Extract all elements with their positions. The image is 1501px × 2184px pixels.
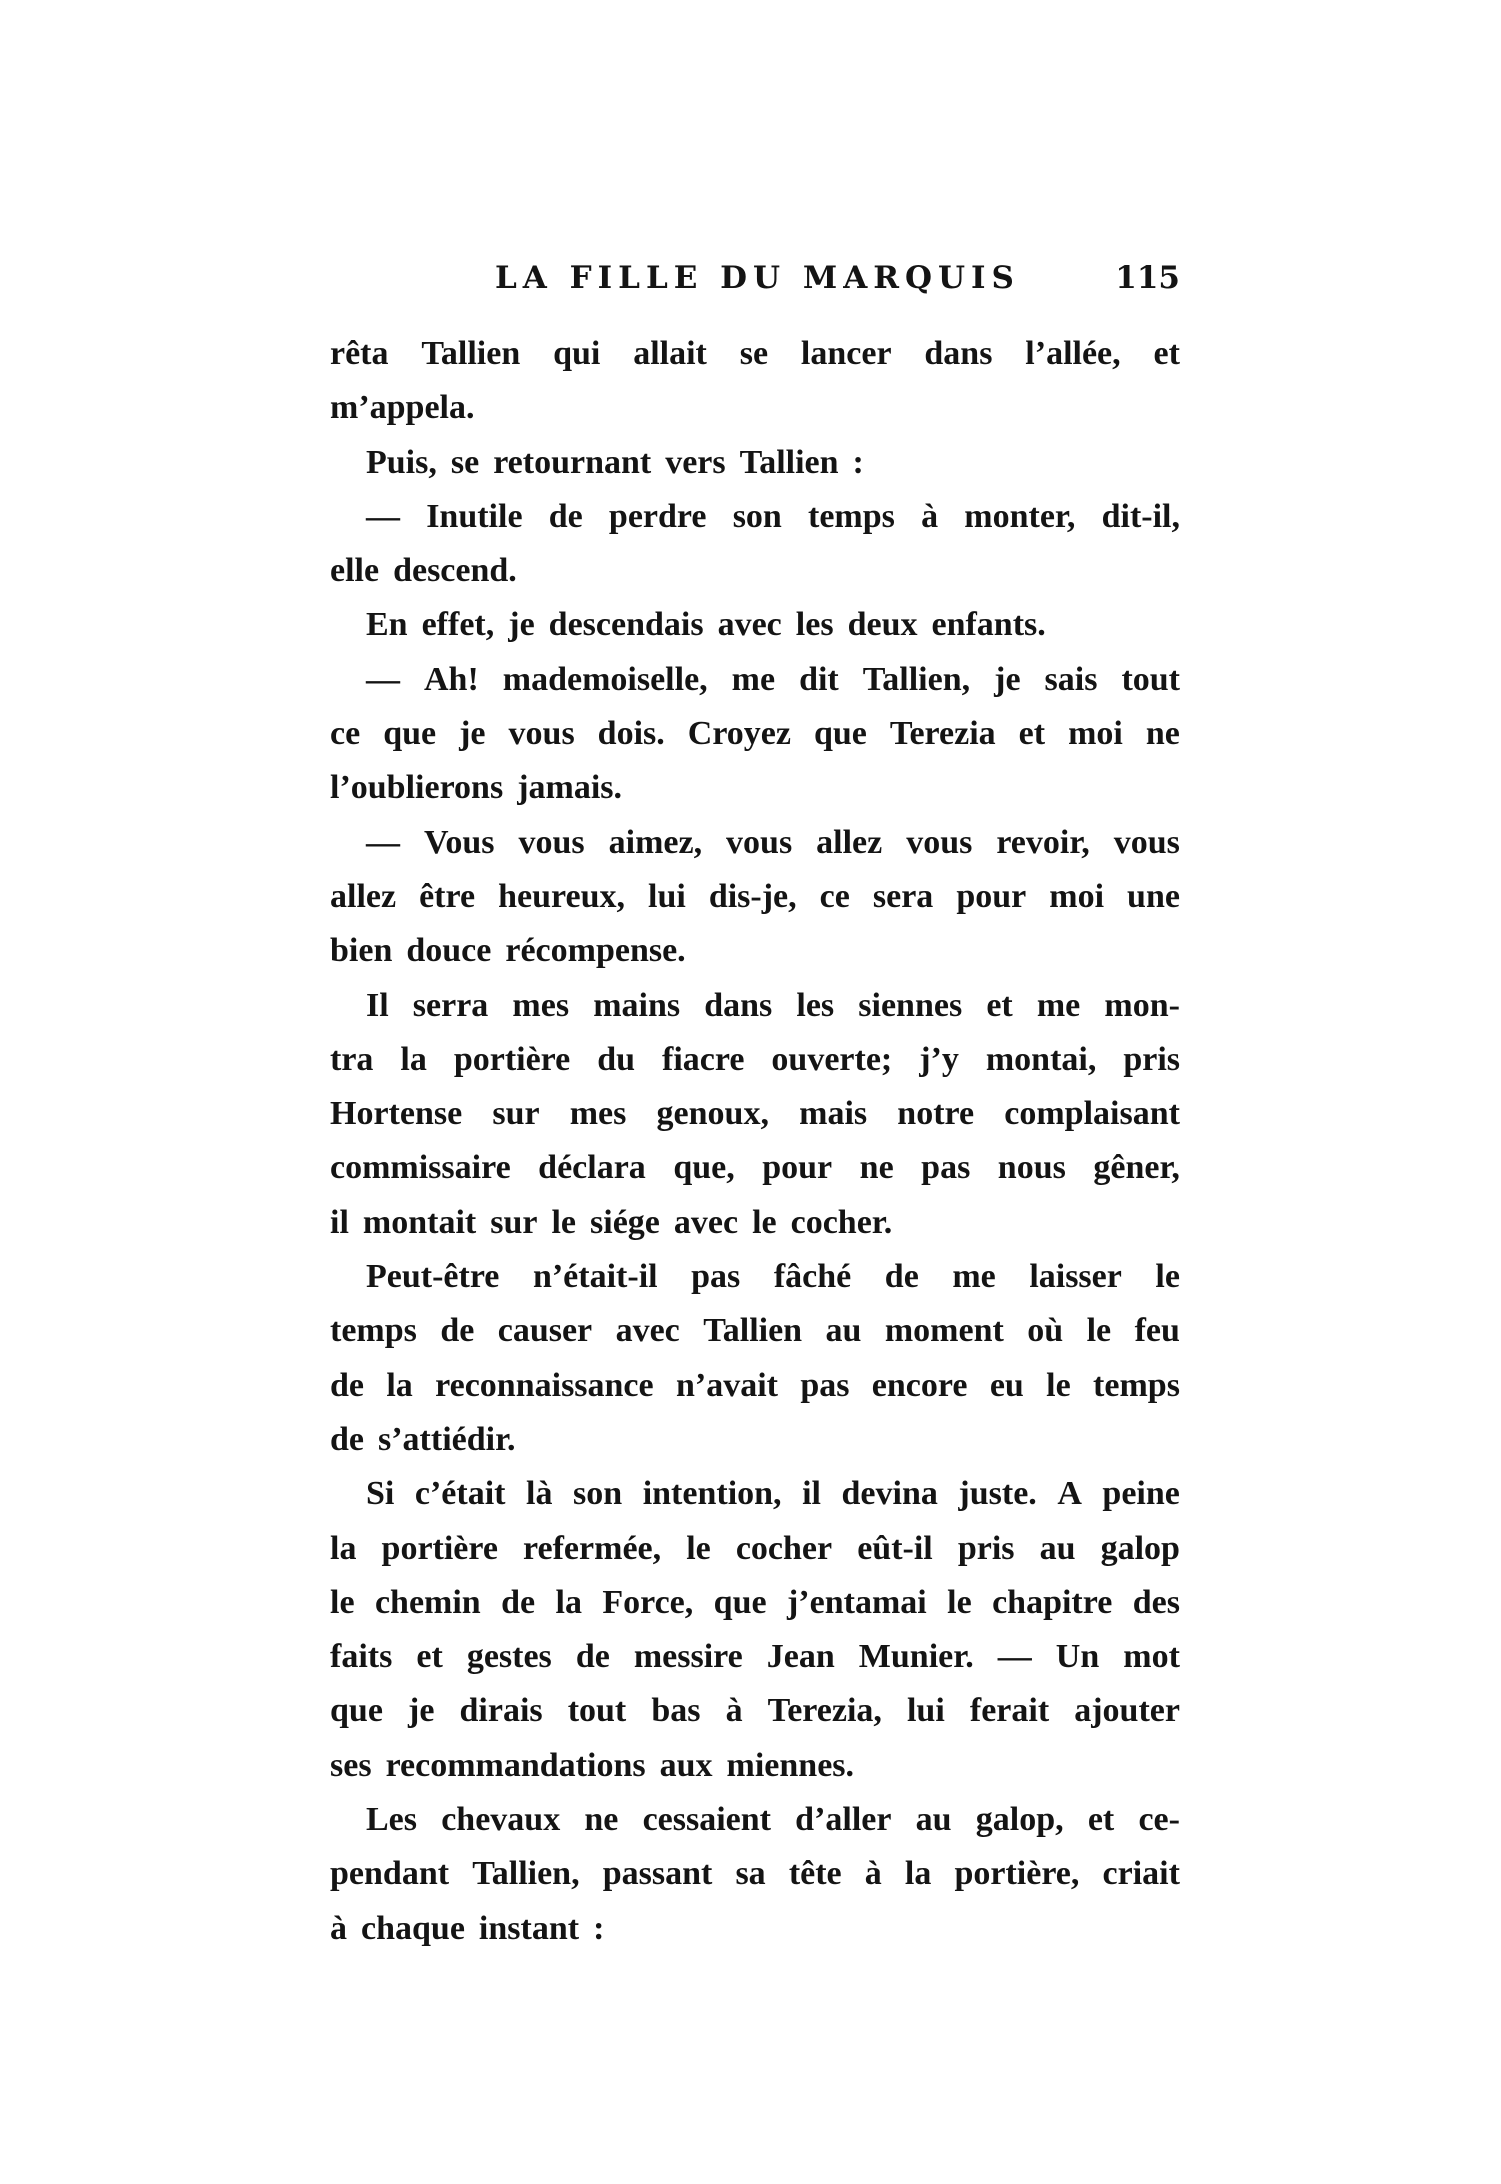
text-line: Hortense sur mes genoux, mais notre complaisant (330, 1095, 1180, 1133)
text-line: tra la portière du fiacre ouverte; j’y montai, pris (330, 1040, 1180, 1078)
text-line: bien douce récompense. (330, 932, 686, 970)
text-line: la portière refermée, le cocher eût-il pris au galop (330, 1529, 1180, 1567)
text-line: Les chevaux ne cessaient d’aller au galop, et ce- (366, 1801, 1180, 1839)
text-line: temps de causer avec Tallien au moment où le feu (330, 1312, 1180, 1350)
text-line: — Vous vous aimez, vous allez vous revoir, vous (366, 823, 1180, 861)
text-line: ce que je vous dois. Croyez que Terezia et moi ne (330, 715, 1180, 753)
text-line: que je dirais tout bas à Terezia, lui ferait ajouter (330, 1692, 1180, 1730)
page-number: 115 (1115, 260, 1180, 296)
text-line: rêta Tallien qui allait se lancer dans l’allée, et (330, 335, 1180, 372)
text-line: ses recommandations aux miennes. (330, 1746, 855, 1784)
text-line: de s’attiédir. (330, 1420, 516, 1458)
text-line: commissaire déclara que, pour ne pas nous gêner, (330, 1149, 1180, 1187)
text-line: allez être heureux, lui dis-je, ce sera pour moi une (330, 877, 1180, 915)
text-line: faits et gestes de messire Jean Munier. — Un mot (330, 1638, 1180, 1676)
text-line: En effet, je descendais avec les deux enfants. (366, 606, 1046, 644)
running-title: LA FILLE DU MARQUIS (495, 260, 1020, 296)
text-line: de la reconnaissance n’avait pas encore eu le temps (330, 1366, 1180, 1404)
text-line: Puis, se retournant vers Tallien : (366, 443, 864, 481)
text-line: Peut-être n’était-il pas fâché de me laisser le (366, 1258, 1180, 1296)
body-text (330, 327, 1180, 1956)
text-line: m’appela. (330, 389, 475, 427)
text-line: elle descend. (330, 552, 517, 590)
text-line: pendant Tallien, passant sa tête à la portière, criait (330, 1855, 1180, 1893)
text-line: — Ah! mademoiselle, me dit Tallien, je sais tout (366, 660, 1180, 698)
text-line: Il serra mes mains dans les siennes et me mon- (366, 986, 1180, 1024)
text-line: le chemin de la Force, que j’entamai le chapitre des (330, 1583, 1180, 1621)
text-line: à chaque instant : (330, 1909, 605, 1947)
text-line: Si c’était là son intention, il devina juste. A peine (366, 1475, 1180, 1513)
page-header (330, 260, 1180, 310)
text-line: — Inutile de perdre son temps à monter, dit-il, (366, 497, 1180, 535)
text-line: l’oublierons jamais. (330, 769, 623, 807)
text-line: il montait sur le siége avec le cocher. (330, 1203, 893, 1241)
